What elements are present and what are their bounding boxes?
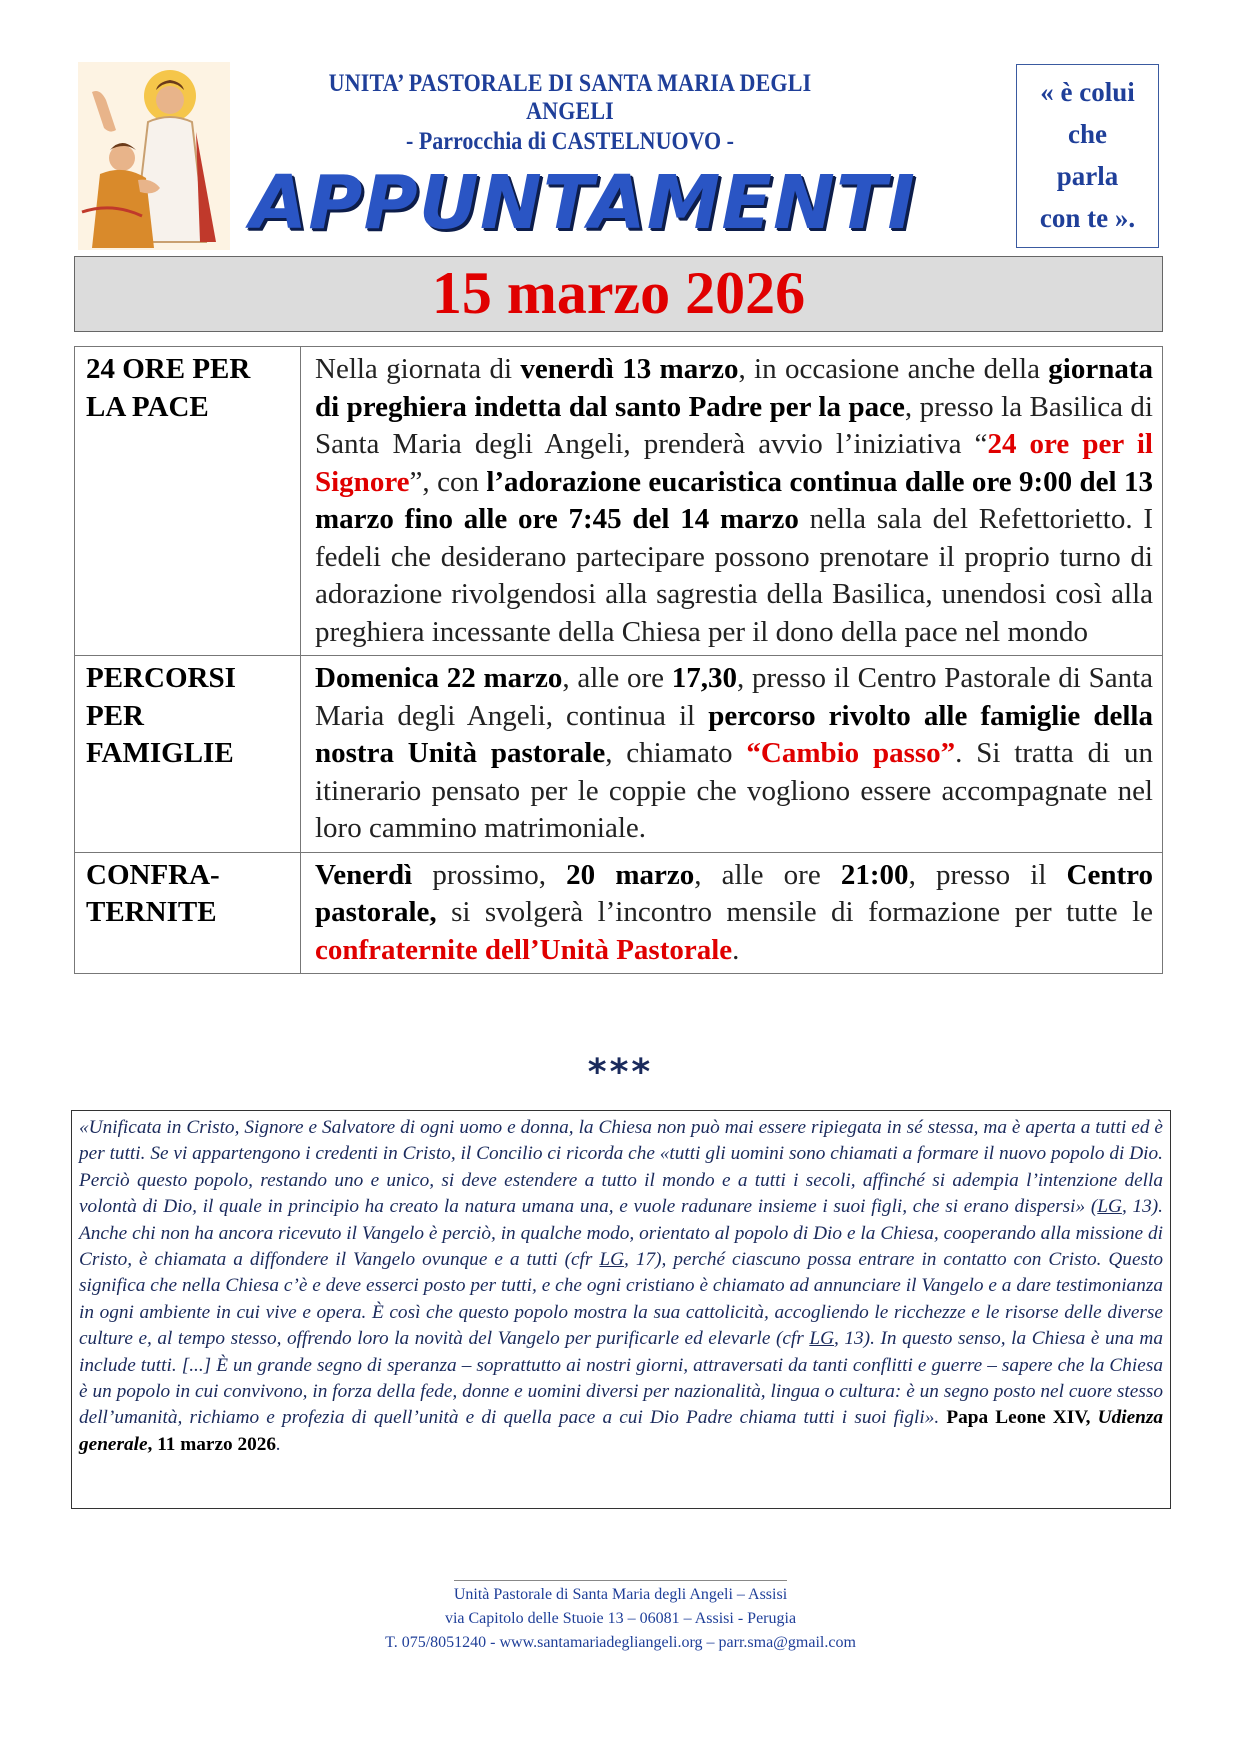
event-description	[301, 656, 1163, 853]
text-segment: , 13). In questo senso, la Chiesa è una ma include tutti. [...] È un grande segno di speranza – soprattutto ai nostri giorni, attraversati da tanti conflitti e guerre – sapere che la Chiesa è un popolo in cui convivono, in forza della fede, donne e uomini diversi per nazionalità, lingua o cultura: è un segno posto nel cuore stesso dell’umanità, richiamo e profezia di quell’unità e di quella pace a cui Dio Padre chiama tutti i suoi figli».	[79, 1328, 1163, 1429]
text-segment: Papa Leone XIV,	[939, 1407, 1098, 1429]
parish-logo	[78, 62, 230, 250]
organization-name: UNITA’ PASTORALE DI SANTA MARIA DEGLI ANGELI	[328, 70, 812, 125]
text-segment: 17,30	[671, 662, 737, 694]
text-segment: , presso il Centro Pastorale di Santa Maria degli Angeli, continua il	[315, 662, 1154, 732]
text-segment: , 17), perché ciascuno possa entrare in contatto con Cristo. Questo significa che nella Chiesa c’è e deve esserci posto per tutti, e che ogni cristiano è chiamato ad annunciare il Vangelo e a dare testimonianza in ogni ambiente in cui vive e opera. È così che questo popolo mostra la sua cattolicità, accogliendo le ricchezze e le risorse delle diverse culture e, al tempo stesso, offrendo loro la novità del Vangelo per purificarle ed elevarle (cfr	[79, 1249, 1163, 1350]
text-segment: . Si tratta di un itinerario pensato per le coppie che vogliono essere accompagnate nel loro cammino matrimoniale.	[315, 737, 1153, 844]
footer-contacts: T. 075/8051240 - www.santamariadegliangeli.org – parr.sma@gmail.com	[385, 1634, 856, 1651]
text-segment: Domenica 22 marzo	[315, 662, 563, 694]
text-segment: “Cambio passo”	[746, 737, 956, 769]
motto-line: con te ».	[1039, 203, 1136, 233]
table-row	[75, 656, 1163, 853]
text-segment: .	[732, 933, 740, 966]
events-table	[74, 346, 1163, 974]
text-segment: percorso rivolto alle famiglie della nostra Unità pastorale	[315, 699, 1153, 769]
section-separator: ***	[587, 1052, 654, 1093]
text-segment: Nella giornata di	[315, 353, 521, 385]
text-segment: , 13). Anche chi non ha ancora ricevuto il Vangelo è perciò, in qualche modo, orientato al popolo di Dio e la Chiesa, cooperando alla missione di Cristo, è chiamata a diffondere il Vangelo ovunque e a tutti (cfr	[79, 1196, 1163, 1271]
text-segment: 20 marzo	[566, 858, 695, 891]
motto-line: parla	[1056, 161, 1119, 191]
text-segment: «Unificata in Cristo, Signore e Salvatore di ogni uomo e donna, la Chiesa non può mai essere ripiegata in sé stessa, ma è aperta a tutti ed è per tutti. Se vi appartengono i credenti in Cristo, il Concilio ci ricorda che «tutti gli uomini sono chiamati a formare il nuovo popolo di Dio. Perciò questo popolo, restando uno e unico, si deve estendere a tutto il mondo e a tutti i secoli, affinché si adempia l’intenzione della volontà di Dio, il quale in principio ha creato la natura umana una, e vuole radunare insieme i suoi figli, che si erano dispersi» (	[79, 1117, 1163, 1218]
header	[250, 70, 916, 246]
text-segment: .	[276, 1433, 281, 1455]
text-segment: ”, con	[409, 465, 487, 498]
text-segment: l’adorazione eucaristica continua dalle ore 9:00 del 13 marzo fino alle ore 7:45 del 14 marzo	[315, 465, 1153, 535]
text-segment: Centro pastorale,	[315, 858, 1153, 928]
motto-line: « è colui	[1040, 77, 1135, 107]
text-segment: , presso la Basilica di Santa Maria degli Angeli, prenderà avvio l’iniziativa “	[315, 390, 1153, 460]
text-segment: LG	[599, 1249, 625, 1271]
table-row	[75, 347, 1163, 656]
footer	[0, 1580, 1241, 1655]
text-segment: Udienza generale	[79, 1407, 1164, 1455]
text-segment: , chiamato	[605, 737, 747, 769]
text-segment: , alle ore	[694, 858, 841, 891]
parish-name: - Parrocchia di CASTELNUOVO -	[406, 128, 734, 155]
motto-box	[1016, 64, 1159, 248]
text-segment: , presso il	[908, 858, 1067, 891]
footer-address: via Capitolo delle Stuoie 13 – 06081 – Assisi - Perugia	[444, 1610, 797, 1627]
event-category: CONFRA- TERNITE	[75, 852, 301, 974]
text-segment: , in occasione anche della	[738, 353, 1049, 385]
table-row	[75, 852, 1163, 974]
event-description	[301, 852, 1163, 974]
event-category: 24 ORE PER LA PACE	[75, 347, 301, 656]
text-segment: nella sala del Refettorietto. I fedeli che desiderano partecipare possono prenotare il proprio turno di adorazione rivolgendosi alla sagrestia della Basilica, unendosi così alla preghiera incessante della Chiesa per il dono della pace nel mondo	[315, 503, 1153, 648]
text-segment: giornata di preghiera indetta dal santo Padre per la pace	[315, 353, 1154, 423]
text-segment: , alle ore	[562, 662, 672, 694]
date-banner: 15 marzo 2026	[74, 256, 1163, 332]
text-segment: LG	[1097, 1196, 1122, 1218]
text-segment: venerdì 13 marzo	[520, 353, 739, 385]
text-segment: prossimo,	[412, 858, 567, 891]
footer-organization: Unità Pastorale di Santa Maria degli Angeli – Assisi	[454, 1580, 787, 1607]
motto-line: che	[1068, 119, 1107, 149]
page-title: APPUNTAMENTI	[250, 160, 916, 246]
text-segment: confraternite dell’Unità Pastorale	[315, 933, 733, 966]
text-segment: , 11 marzo 2026	[147, 1433, 277, 1455]
text-segment: si svolgerà l’incontro mensile di formazione per tutte le	[436, 896, 1153, 928]
event-description	[301, 347, 1163, 656]
papal-quote	[71, 1110, 1171, 1509]
text-segment: LG	[809, 1328, 834, 1350]
text-segment: Venerdì	[315, 858, 413, 891]
event-category: PERCORSI PER FAMIGLIE	[75, 656, 301, 853]
text-segment: 21:00	[840, 858, 909, 891]
text-segment: 24 ore per il Signore	[315, 428, 1153, 498]
